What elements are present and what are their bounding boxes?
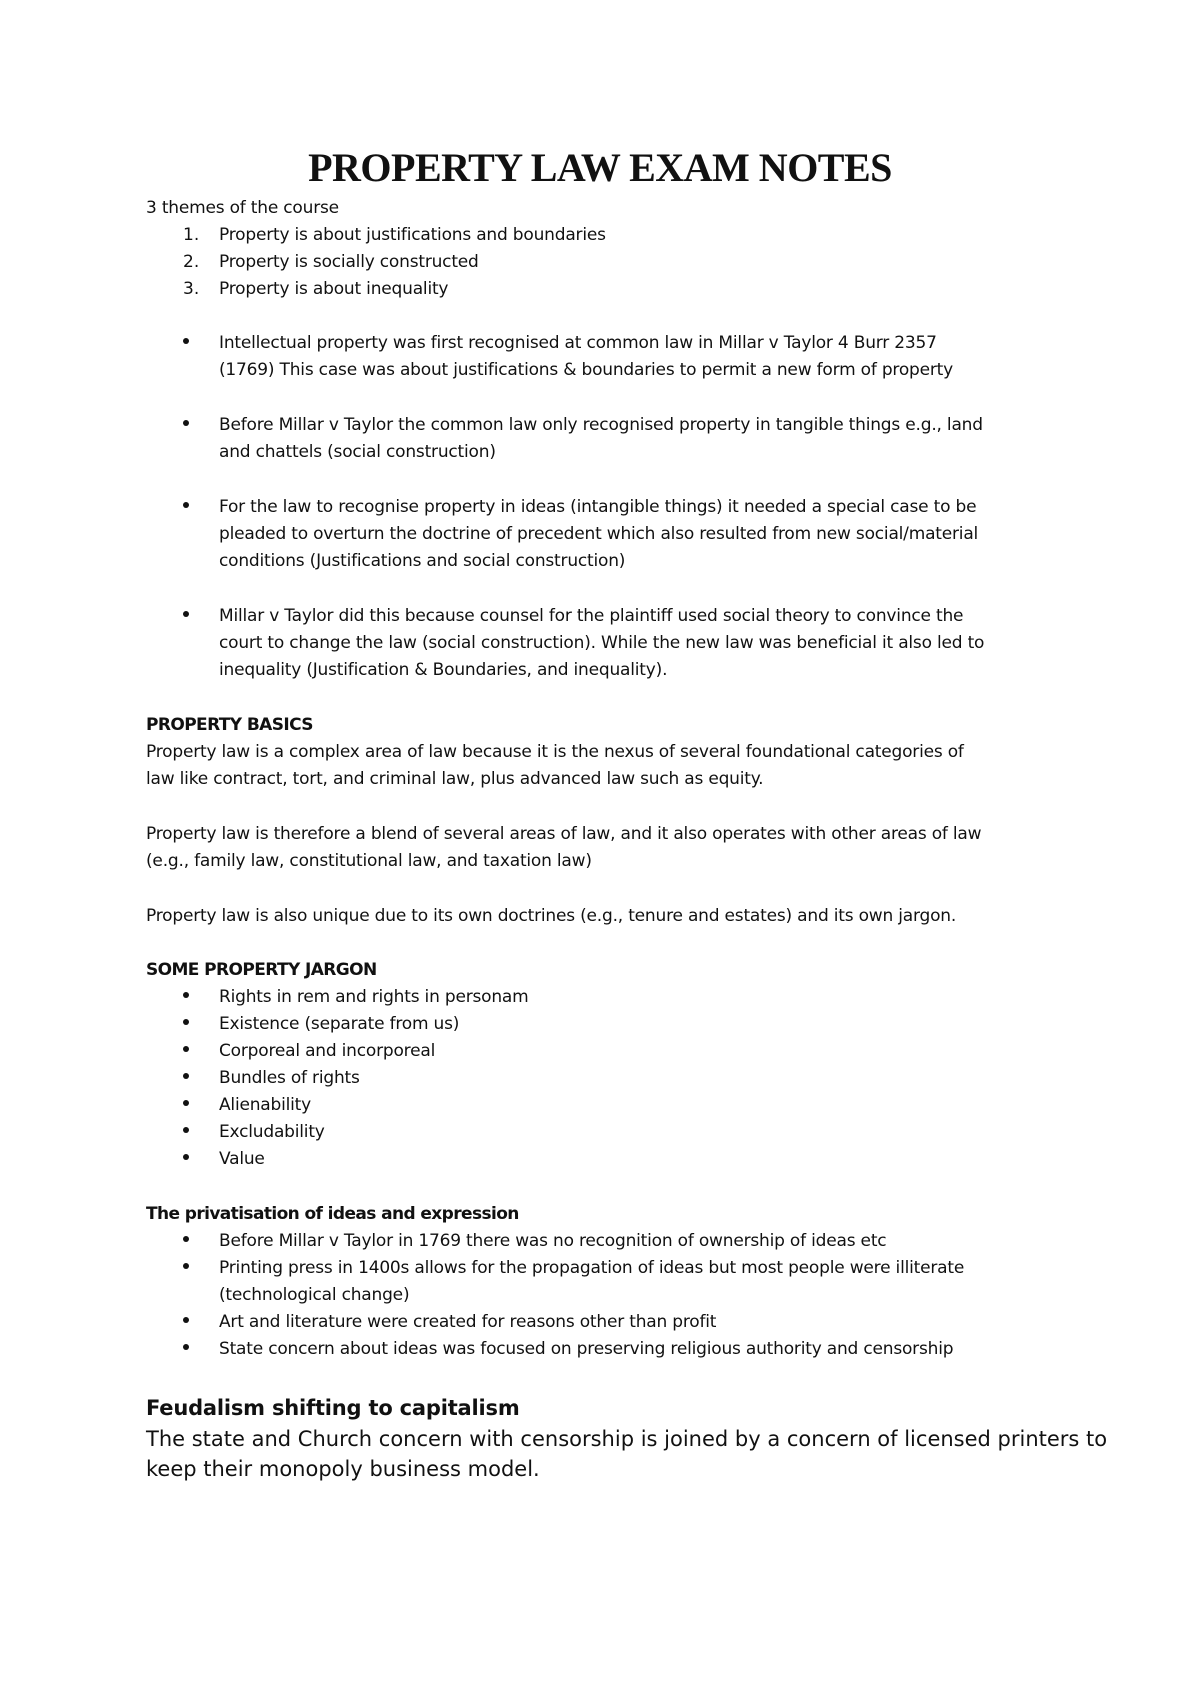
bullet-icon	[183, 1154, 189, 1160]
bullet-icon	[183, 1046, 189, 1052]
theme-item: Property is about justifications and boundaries	[219, 225, 606, 245]
paragraph-line: Property law is therefore a blend of several areas of law, and it also operates with other areas of law	[146, 824, 982, 844]
list-item: Alienability	[219, 1095, 312, 1115]
bullet-icon	[183, 420, 189, 426]
document-title: PROPERTY LAW EXAM NOTES	[308, 145, 892, 190]
list-item: Art and literature were created for reasons other than profit	[219, 1312, 717, 1332]
section-heading-basics: PROPERTY BASICS	[146, 715, 313, 735]
section-heading-privatisation: The privatisation of ideas and expression	[146, 1204, 519, 1224]
bullet-icon	[183, 611, 189, 617]
bullet-line: court to change the law (social construction). While the new law was beneficial it also led to	[219, 633, 985, 653]
bullet-line: For the law to recognise property in ideas (intangible things) it needed a special case to be	[219, 497, 977, 517]
list-item: Excludability	[219, 1122, 325, 1142]
list-item: Rights in rem and rights in personam	[219, 987, 529, 1007]
paragraph-line: law like contract, tort, and criminal law, plus advanced law such as equity.	[146, 769, 764, 789]
section-heading-feudalism: Feudalism shifting to capitalism	[146, 1396, 520, 1420]
list-item: Bundles of rights	[219, 1068, 360, 1088]
bullet-icon	[183, 1317, 189, 1323]
list-item: Value	[219, 1149, 265, 1169]
bullet-icon	[183, 338, 189, 344]
paragraph-line: keep their monopoly business model.	[146, 1457, 540, 1481]
bullet-icon	[183, 1073, 189, 1079]
list-item: State concern about ideas was focused on preserving religious authority and censorship	[219, 1339, 954, 1359]
list-item: Existence (separate from us)	[219, 1014, 460, 1034]
theme-number: 2.	[183, 252, 200, 272]
bullet-line: and chattels (social construction)	[219, 442, 496, 462]
bullet-line: Millar v Taylor did this because counsel for the plaintiff used social theory to convince the	[219, 606, 964, 626]
bullet-icon	[183, 1263, 189, 1269]
paragraph-line: (e.g., family law, constitutional law, and taxation law)	[146, 851, 592, 871]
paragraph-line: Property law is also unique due to its own doctrines (e.g., tenure and estates) and its own jargon.	[146, 906, 957, 926]
bullet-line: pleaded to overturn the doctrine of precedent which also resulted from new social/material	[219, 524, 979, 544]
theme-number: 1.	[183, 225, 200, 245]
bullet-line: (1769) This case was about justifications & boundaries to permit a new form of property	[219, 360, 954, 380]
bullet-icon	[183, 992, 189, 998]
theme-number: 3.	[183, 279, 200, 299]
list-item: Corporeal and incorporeal	[219, 1041, 436, 1061]
theme-item: Property is about inequality	[219, 279, 449, 299]
bullet-icon	[183, 1100, 189, 1106]
list-item: Printing press in 1400s allows for the propagation of ideas but most people were illiterate	[219, 1258, 965, 1278]
bullet-line: conditions (Justifications and social construction)	[219, 551, 626, 571]
bullet-line: Before Millar v Taylor the common law only recognised property in tangible things e.g., land	[219, 415, 983, 435]
bullet-icon	[183, 502, 189, 508]
bullet-icon	[183, 1019, 189, 1025]
bullet-line: Intellectual property was first recognised at common law in Millar v Taylor 4 Burr 2357	[219, 333, 937, 353]
list-item-continuation: (technological change)	[219, 1285, 410, 1305]
paragraph-line: Property law is a complex area of law because it is the nexus of several foundational categories of	[146, 742, 964, 762]
section-heading-jargon: SOME PROPERTY JARGON	[146, 960, 377, 980]
list-item: Before Millar v Taylor in 1769 there was no recognition of ownership of ideas etc	[219, 1231, 887, 1251]
theme-item: Property is socially constructed	[219, 252, 479, 272]
themes-intro: 3 themes of the course	[146, 198, 339, 218]
paragraph-line: The state and Church concern with censorship is joined by a concern of licensed printers to	[146, 1427, 1108, 1451]
bullet-icon	[183, 1344, 189, 1350]
bullet-icon	[183, 1127, 189, 1133]
bullet-line: inequality (Justification & Boundaries, and inequality).	[219, 660, 668, 680]
bullet-icon	[183, 1236, 189, 1242]
